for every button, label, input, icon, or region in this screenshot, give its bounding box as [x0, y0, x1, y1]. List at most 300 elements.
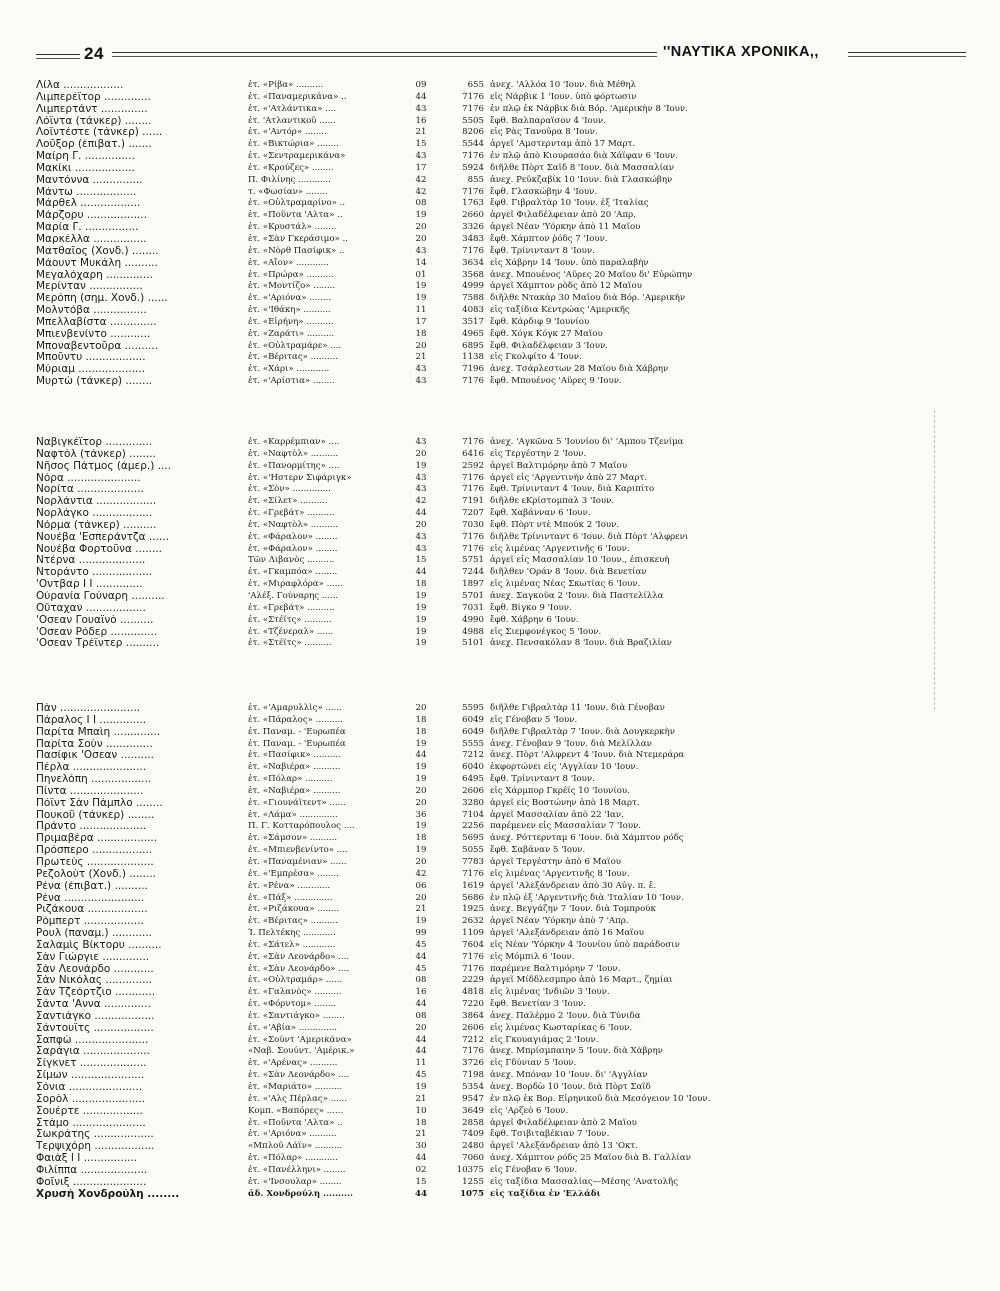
ship-name: Μάρζορυ ..................	[36, 210, 147, 222]
ship-row	[0, 127, 1000, 139]
tonnage: 855	[467, 174, 484, 185]
ship-name: Μαρία Γ. ................	[36, 222, 139, 234]
ship-row	[0, 1023, 1000, 1035]
position-status: ἀνεχ. Χάμπτον ρόδς 25 Μαΐου διὰ Β. Γαλλίαν	[490, 1153, 691, 1164]
ship-name: Παρίτα Σοὺν ..............	[36, 738, 153, 750]
tonnage: 1109	[462, 928, 484, 939]
built-year: 08	[415, 1010, 427, 1021]
ship-row	[0, 833, 1000, 845]
ship-row	[0, 786, 1000, 798]
ship-row	[0, 762, 1000, 774]
ship-section-lambda-mu	[0, 80, 1000, 388]
position-status: διῆλθε Γιβραλτὰρ 7 'Ιουν. διὰ Δουγκερκὴν	[490, 726, 675, 737]
tonnage: 7176	[462, 103, 484, 114]
tonnage: 7176	[462, 531, 484, 542]
tonnage: 7207	[462, 508, 484, 519]
position-status: ἔφθ. Βίγκο 9 'Ιουν.	[490, 602, 572, 613]
position-status: ἀνεχ. Πὸρτ 'Αλφρεντ 4 'Ιουν. διὰ Ντεμεράρα	[490, 750, 685, 761]
position-status: εἰς λιμένας Κωσταρίκας 6 'Ιουν.	[490, 1022, 633, 1033]
ship-row	[0, 484, 1000, 496]
tonnage: 4818	[462, 987, 484, 998]
ship-row	[0, 821, 1000, 833]
tonnage: 7176	[462, 91, 484, 102]
position-status: διῆλθε Γιβραλτὰρ 11 'Ιουν. διὰ Γένοβαν	[490, 703, 665, 713]
position-status: ἀργεῖ Βαλτιμόρην ἀπὸ 7 Μαΐου	[490, 460, 628, 471]
ship-name: Σάντα 'Αννα ..............	[36, 999, 151, 1011]
ship-name: Σὰν Λεονάρδο ............	[36, 963, 154, 975]
ship-row	[0, 1011, 1000, 1023]
ship-row	[0, 198, 1000, 210]
position-status: εἰς λιμένας Νέας Σκωτίας 6 'Ιουν.	[490, 579, 641, 590]
ship-row	[0, 376, 1000, 388]
position-status: ἀνεχ. Τσάρλεστων 28 Μαΐου διὰ Χάβρην	[490, 364, 669, 375]
tonnage: 7176	[462, 963, 484, 974]
ship-name: Στάμο ......................	[36, 1117, 146, 1129]
owner-company: ἐτ. «Κρούζες» ........	[248, 162, 334, 173]
ship-row	[0, 246, 1000, 258]
tonnage: 7176	[462, 484, 484, 495]
built-year: 30	[415, 1141, 427, 1152]
built-year: 19	[415, 614, 427, 625]
ship-name: Πριμαβέρα ..................	[36, 833, 158, 845]
tonnage: 3649	[462, 1105, 484, 1116]
owner-company: Κομπ. «Βαπόρες» ......	[248, 1105, 344, 1116]
ship-row	[0, 715, 1000, 727]
header-rule-left-thin	[36, 58, 80, 59]
tonnage: 7588	[462, 293, 484, 304]
position-status: ἔφθ. Τρίνινταντ 8 'Ιουν.	[490, 245, 595, 256]
ship-name: Νορίτα ....................	[36, 484, 144, 496]
built-year: 11	[415, 305, 427, 316]
ship-row	[0, 163, 1000, 175]
owner-company: ἐτ. «Σάτελ» ............	[248, 939, 336, 950]
ship-row	[0, 496, 1000, 508]
position-status: ἐν πλῷ ἐξ 'Αργεντινῆς διὰ 'Ιταλίαν 10 'Ιουν.	[490, 892, 684, 903]
ship-row	[0, 928, 1000, 940]
ship-name: Σουέρτε ..................	[36, 1105, 143, 1117]
ship-row	[0, 293, 1000, 305]
owner-company: ἐτ. «Πόλαρ» ..........	[248, 774, 333, 785]
owner-company: «Μπλοῦ Λάϊν» ..........	[248, 1141, 343, 1152]
owner-company: ἐτ. «Βέριτας» ..........	[248, 916, 338, 927]
built-year: 43	[415, 151, 427, 162]
tonnage: 6895	[462, 340, 484, 351]
ship-name: Σάντουϊτς ..................	[36, 1022, 154, 1034]
tonnage: 5686	[462, 892, 484, 903]
owner-company: ἐτ. «Σὰν Λεονάρδο» ....	[248, 1070, 350, 1081]
ship-name: 'Οσεαν Τρέϊντερ ..........	[36, 638, 160, 650]
ship-row	[0, 975, 1000, 987]
built-year: 45	[415, 1070, 427, 1081]
position-status: ἀργεῖ Χάμπτον ρὸδς ἀπὸ 12 Μαΐου	[490, 281, 642, 292]
ship-row	[0, 352, 1000, 364]
owner-company: ἐτ. «Κρυστάλ» ........	[248, 222, 337, 233]
ship-name: Πίντα ......................	[36, 785, 144, 797]
owner-company: ἐτ. «'Αντόρ» ........	[248, 127, 327, 138]
built-year: 44	[415, 951, 427, 962]
built-year: 44	[415, 508, 427, 519]
position-status: ἀνεχ. 'Αγκῶνα 5 'Ιουνίου δι' 'Αμπου Τζενίμα	[490, 437, 684, 447]
ship-row	[0, 567, 1000, 579]
ship-section-nu-omicron	[0, 437, 1000, 650]
owner-company: ἐτ. «'Ινσουλαρ» ........	[248, 1176, 342, 1187]
ship-row	[0, 603, 1000, 615]
tonnage: 5751	[462, 555, 484, 566]
ship-name: Μποναβεντοῦρα ..........	[36, 340, 158, 352]
owner-company: ἐτ. «Φάραλον» ........	[248, 543, 338, 554]
owner-company: ἐτ. «'Αλς Πέρλας» ......	[248, 1093, 348, 1104]
position-status: ἔφθ. Γλασκώβην 4 'Ιουν.	[490, 186, 598, 197]
built-year: 08	[415, 198, 427, 209]
ship-name: Μπιενβενίντο ............	[36, 328, 151, 340]
tonnage: 3726	[462, 1058, 484, 1069]
ship-name: Σὰν Γιώργιε ..............	[36, 951, 150, 963]
tonnage: 5555	[462, 738, 484, 749]
tonnage: 5701	[462, 590, 484, 601]
position-status: ἔφθ. Βενετίαν 3 'Ιουν.	[490, 999, 586, 1010]
header-rule-right-thin	[848, 56, 966, 57]
ship-name: Σίμων ......................	[36, 1070, 145, 1082]
ship-row	[0, 869, 1000, 881]
owner-company: ἐτ. «Οὐλτραμάρ» ......	[248, 975, 343, 986]
ship-name: Μυρτὼ (τάνκερ) ........	[36, 376, 153, 388]
ship-name: Ρένα ........................	[36, 892, 145, 904]
tonnage: 4988	[462, 626, 484, 637]
built-year: 21	[415, 904, 427, 915]
built-year: 21	[415, 1093, 427, 1104]
position-status: ἀργεῖ εἰς Μασσαλίαν 10 'Ιουν., ἐπισκευὴ	[490, 555, 670, 566]
header-rule-middle	[112, 52, 657, 53]
ship-name: Λόϊντα (τάνκερ) ........	[36, 115, 152, 127]
position-status: ἀνεχ. Μπουένος 'Αϋρες 20 Μαΐου δι' Εὐρώπην	[490, 269, 693, 280]
position-status: ἀργεῖ Φιλαδέλφειαν ἀπὸ 2 Μαΐου	[490, 1117, 637, 1128]
built-year: 19	[415, 281, 427, 292]
position-status: εἰς Γκουαγιάμας 2 'Ιουν.	[490, 1034, 599, 1045]
ship-name: Μποῦντυ ..................	[36, 352, 146, 364]
built-year: 42	[415, 174, 427, 185]
ship-row	[0, 80, 1000, 92]
position-status: ἔφθ. Μπουένος 'Αϋρες 9 'Ιουν.	[490, 376, 622, 387]
tonnage: 7176	[462, 868, 484, 879]
ship-name: Νορλάγκο ..................	[36, 508, 153, 520]
ship-row	[0, 591, 1000, 603]
tonnage: 1255	[462, 1176, 484, 1187]
tonnage: 5595	[462, 703, 484, 713]
built-year: 15	[415, 139, 427, 150]
tonnage: 4999	[462, 281, 484, 292]
ship-name: Ντέρνα ....................	[36, 555, 146, 567]
tonnage: 7198	[462, 1070, 484, 1081]
tonnage: 3483	[462, 233, 484, 244]
ship-name: Νῆσος Πάτμος (ἀμερ.) ....	[36, 460, 171, 472]
ship-name: Μαρκέλλα ................	[36, 233, 147, 245]
ship-name: Χρυσὴ Χονδρούλη ........	[36, 1188, 180, 1200]
owner-company: Π. Φιλίνης ............	[248, 174, 331, 185]
tonnage: 6495	[462, 774, 484, 785]
ship-name: Ματθαῖος (Χονδ.) ........	[36, 245, 159, 257]
built-year: 19	[415, 590, 427, 601]
ship-name: Νουέβα Φορτοῦνα ........	[36, 543, 162, 555]
position-status: διῆλθε Πὸρτ Σαΐδ 8 'Ιουν. διὰ Μασσαλίαν	[490, 162, 674, 173]
built-year: 44	[415, 567, 427, 578]
tonnage: 10375	[456, 1164, 484, 1175]
built-year: 99	[415, 928, 427, 939]
ship-row	[0, 964, 1000, 976]
built-year: 20	[415, 797, 427, 808]
position-status: ἀργεῖ Νέαν 'Υόρκην ἀπὸ 11 Μαΐου	[490, 222, 641, 233]
built-year: 19	[415, 638, 427, 649]
built-year: 20	[415, 892, 427, 903]
position-status: ἔφθ. Γιβραλτὰρ 10 'Ιουν. ἐξ 'Ιταλίας	[490, 198, 649, 209]
owner-company: ἐτ. «Πόλαρ» ............	[248, 1153, 338, 1164]
tonnage: 5544	[462, 139, 484, 150]
ship-row	[0, 810, 1000, 822]
tonnage: 5695	[462, 833, 484, 844]
tonnage: 3864	[462, 1010, 484, 1021]
ship-row	[0, 364, 1000, 376]
position-status: εἰς Γένοβαν 5 'Ιουν.	[490, 714, 578, 725]
built-year: 43	[415, 531, 427, 542]
built-year: 08	[415, 975, 427, 986]
tonnage: 3517	[462, 316, 484, 327]
position-status: ἐν πλῷ ἐκ Νάρβικ διὰ Βόρ. 'Αμερικὴν 8 'Ιουν.	[490, 103, 688, 114]
tonnage: 7176	[462, 151, 484, 162]
ship-name: Λιμπερέϊτορ ..............	[36, 91, 151, 103]
ship-name: Τερψιχόρη ..................	[36, 1141, 155, 1153]
ship-name: Λοϊντέστε (τάνκερ) ......	[36, 127, 163, 139]
position-status: ἀργεῖ 'Αλεξάνδρειαν ἀπὸ 16 Μαΐου	[490, 928, 644, 939]
ship-name: Νορλάντια ..................	[36, 496, 157, 508]
page-number: 24	[84, 44, 104, 63]
tonnage: 7176	[462, 376, 484, 387]
ship-row	[0, 508, 1000, 520]
position-status: διῆλθε Ντακὰρ 30 Μαΐου διὰ Βόρ. 'Αμερικὴν	[490, 293, 686, 304]
position-status: διῆλθεν 'Οράν 8 'Ιουν. διὰ Βενετίαν	[490, 567, 647, 578]
built-year: 18	[415, 1117, 427, 1128]
tonnage: 7191	[462, 496, 484, 507]
owner-company: ἐτ. «Μπιενβενίντο» ....	[248, 845, 348, 856]
owner-company: ἐτ. «Σὸν» ..............	[248, 484, 331, 495]
built-year: 43	[415, 472, 427, 483]
owner-company: ἐτ. «Βικτώρια» ........	[248, 139, 339, 150]
ship-row	[0, 461, 1000, 473]
owner-company: ἐτ. «Λάμα» ..............	[248, 809, 338, 820]
tonnage: 7196	[462, 364, 484, 375]
built-year: 16	[415, 115, 427, 126]
tonnage: 1619	[462, 880, 484, 891]
ship-name: Μακίκι ..................	[36, 162, 135, 174]
ship-name: Πράντο ....................	[36, 821, 147, 833]
ship-name: Ρουλ (παναμ.) ............	[36, 928, 153, 940]
ship-name: Σορὸλ ......................	[36, 1093, 146, 1105]
owner-company: ἐτ. «Γρεβάτ» ..........	[248, 602, 335, 613]
position-status: εἰς Χάβρην 14 'Ιουν. ὑπὸ παραλαβὴν	[490, 257, 649, 268]
ship-row	[0, 627, 1000, 639]
owner-company: ἐτ. «'Ηστερν Σιφάριγκ»	[248, 472, 352, 483]
ship-row	[0, 151, 1000, 163]
owner-company: ἐτ. «Ρίβα» ..........	[248, 80, 324, 90]
tonnage: 7060	[462, 1153, 484, 1164]
tonnage: 1138	[462, 352, 484, 363]
built-year: 20	[415, 703, 427, 713]
owner-company: ἐτ. «Πανέλληνι» ........	[248, 1164, 346, 1175]
position-status: ἀνεχ. Ρεϋκζαβίκ 10 'Ιουν. διὰ Γλασκώβην	[490, 174, 673, 185]
built-year: 20	[415, 222, 427, 233]
owner-company: ἐτ. «'Αρίστια» ........	[248, 376, 335, 387]
ship-row	[0, 329, 1000, 341]
owner-company: ἐτ. «'Ιθάκη» ..........	[248, 305, 331, 316]
tonnage: 5354	[462, 1082, 484, 1092]
tonnage: 2858	[462, 1117, 484, 1128]
built-year: 20	[415, 785, 427, 796]
ship-row	[0, 987, 1000, 999]
ship-row	[0, 1035, 1000, 1047]
ship-row	[0, 104, 1000, 116]
position-status: διῆλθε εΚρίστομπαλ 3 'Ιουν.	[490, 496, 615, 507]
owner-company: ἐτ. «Ναφτὸλ» ..........	[248, 519, 339, 530]
ship-name: Μεγαλόχαρη ..............	[36, 269, 153, 281]
owner-company: ἐτ. «Τζένεραλ» ......	[248, 626, 334, 637]
ship-row	[0, 739, 1000, 751]
position-status: ἀργεῖ εἰς 'Αργεντινὴν ἀπὸ 27 Μαρτ.	[490, 472, 647, 483]
position-status: ἔφθ. Τσιβιταβέκιαν 7 'Ιουν.	[490, 1129, 610, 1140]
built-year: 18	[415, 726, 427, 737]
built-year: 19	[415, 602, 427, 613]
ship-name: Σίγκνετ ....................	[36, 1058, 147, 1070]
tonnage: 7176	[462, 951, 484, 962]
position-status: ἔφθ. Χαβάνναν 6 'Ιουν.	[490, 508, 591, 519]
header-rule-middle-thin	[112, 56, 657, 57]
ship-name: Μάουντ Μυκάλη ..........	[36, 257, 158, 269]
tonnage: 4965	[462, 328, 484, 339]
ship-name: Πέρλα ......................	[36, 762, 147, 774]
built-year: 19	[415, 210, 427, 221]
ship-row	[0, 520, 1000, 532]
tonnage: 7031	[462, 602, 484, 613]
tonnage: 7176	[462, 1046, 484, 1057]
ship-row	[0, 210, 1000, 222]
owner-company: ἐτ. «Σὰν Λεονάρδο» ....	[248, 951, 350, 962]
owner-company: Τῶν Λιβανὸς ..........	[248, 555, 335, 566]
owner-company: ἐτ. «Παναμερικάνα» ..	[248, 91, 347, 102]
tonnage: 2229	[462, 975, 484, 986]
owner-company: ἐτ. Παναμ. - 'Ευρωπέα	[248, 738, 346, 749]
ship-row	[0, 449, 1000, 461]
owner-company: ἐτ. «Νὸρθ Πασίφικ» ..	[248, 245, 345, 256]
built-year: 21	[415, 352, 427, 363]
tonnage: 7176	[462, 472, 484, 483]
built-year: 19	[415, 762, 427, 773]
position-status: ἔφθ. Σαβάναν 5 'Ιουν.	[490, 845, 586, 856]
ship-name: Οὐρανία Γούναρη ..........	[36, 590, 165, 602]
position-status: εἰς Γένοβαν 6 'Ιουν.	[490, 1164, 578, 1175]
position-status: ἔφθ. Τρίνινταντ 8 'Ιουν.	[490, 774, 595, 785]
owner-company: ἐτ. «Μαριάτο» ..........	[248, 1082, 343, 1092]
built-year: 43	[415, 364, 427, 375]
ship-row	[0, 175, 1000, 187]
owner-company: ἐτ. «Ναφτὸλ» ..........	[248, 448, 339, 459]
position-status: εἰς Νέαν 'Υόρκην 4 'Ιουνίου ὑπὸ παράδοσιν	[490, 939, 680, 950]
ship-name: Σαλαμὶς Βίκτορυ ..........	[36, 939, 162, 951]
owner-company: ἐτ. «Σεντραμερικάνα»	[248, 151, 346, 162]
position-status: ἔφθ. Πὸρτ ντὲ Μπούκ 2 'Ιουν.	[490, 519, 620, 530]
built-year: 44	[415, 1188, 427, 1199]
tonnage: 9547	[462, 1093, 484, 1104]
owner-company: ἐτ. «Σαντιάγκο» ........	[248, 1010, 345, 1021]
ship-row	[0, 139, 1000, 151]
built-year: 01	[415, 269, 427, 280]
position-status: εἰς ταξίδια ἐν 'Ελλάδι	[490, 1188, 601, 1199]
owner-company: ἐτ. «Μοντίζο» ........	[248, 281, 336, 292]
owner-company: ἐτ. «Ναβιέρα» ..........	[248, 785, 341, 796]
built-year: 20	[415, 340, 427, 351]
ship-name: Πὰν ........................	[36, 703, 141, 714]
position-status: διῆλθε Τρίνινταντ 6 'Ιουν. διὰ Πὸρτ 'Αλφρενι	[490, 531, 689, 542]
tonnage: 6049	[462, 726, 484, 737]
position-status: ἀνεχ. Βεγγάζην 7 'Ιουν. διὰ Τομπρούκ	[490, 904, 656, 915]
built-year: 44	[415, 999, 427, 1010]
ship-name: 'Οσεαν Ρόδερ ..............	[36, 626, 158, 638]
position-status: ἀνεχ. Βορδὼ 10 'Ιουν. διὰ Πὸρτ Σαΐδ	[490, 1082, 651, 1092]
built-year: 19	[415, 845, 427, 856]
built-year: 43	[415, 103, 427, 114]
ship-row	[0, 281, 1000, 293]
ship-row	[0, 916, 1000, 928]
ship-name: Σαπφὼ ......................	[36, 1034, 149, 1046]
tonnage: 5924	[462, 162, 484, 173]
position-status: εἰς Σιεμφονέγκος 5 'Ιουν.	[490, 626, 602, 637]
tonnage: 2660	[462, 210, 484, 221]
built-year: 42	[415, 186, 427, 197]
owner-company: Π. Γ. Κοτταρόπουλος ....	[248, 821, 355, 832]
built-year: 16	[415, 987, 427, 998]
position-status: παρέμενεν εἰς Μασσαλίαν 7 'Ιουν.	[490, 821, 642, 832]
ship-name: Ναφτὸλ (τάνκερ) ........	[36, 448, 156, 460]
built-year: 45	[415, 963, 427, 974]
owner-company: ἐτ. «'Εμπρέσα» ........	[248, 868, 339, 879]
ship-row	[0, 952, 1000, 964]
built-year: 44	[415, 1034, 427, 1045]
owner-company: ἐτ. «Μιραφλόρα» ......	[248, 579, 343, 590]
ship-name: Ρένα (ἐπιβατ.) ..........	[36, 880, 148, 892]
ship-name: Πρωτεὺς ....................	[36, 856, 154, 868]
built-year: 44	[415, 1153, 427, 1164]
owner-company: ἐτ. «Εἰρήνη» ..........	[248, 316, 334, 327]
ship-name: Λίλα ..................	[36, 80, 124, 91]
tonnage: 3634	[462, 257, 484, 268]
built-year: 43	[415, 484, 427, 495]
owner-company: ἐτ. «Σάμσον» ..........	[248, 833, 338, 844]
ship-row	[0, 1046, 1000, 1058]
ship-name: Οὔταχαν ..................	[36, 602, 146, 614]
built-year: 09	[415, 80, 427, 90]
position-status: ἔφθ. Κάρδιφ 9 'Ιουνίου	[490, 316, 590, 327]
tonnage: 7604	[462, 939, 484, 950]
ship-section-pi-chi	[0, 703, 1000, 1200]
ship-name: Μπελλαβίστα ..............	[36, 316, 157, 328]
built-year: 18	[415, 328, 427, 339]
owner-company: ἐτ. «Γρεβάτ» ..........	[248, 508, 335, 519]
tonnage: 6416	[462, 448, 484, 459]
owner-company: ἐτ. «Γιουνάϊτεντ» ......	[248, 797, 346, 808]
ship-name: Πουκοῦ (τάνκερ) ........	[36, 809, 155, 821]
built-year: 17	[415, 316, 427, 327]
ship-row	[0, 1189, 1000, 1201]
position-status: ἀνεχ. 'Αλλόα 10 'Ιουν. διὰ Μέθηλ	[490, 80, 636, 90]
ship-row	[0, 1165, 1000, 1177]
ship-row	[0, 1129, 1000, 1141]
ship-name: Ριζάκουα ..................	[36, 904, 148, 916]
